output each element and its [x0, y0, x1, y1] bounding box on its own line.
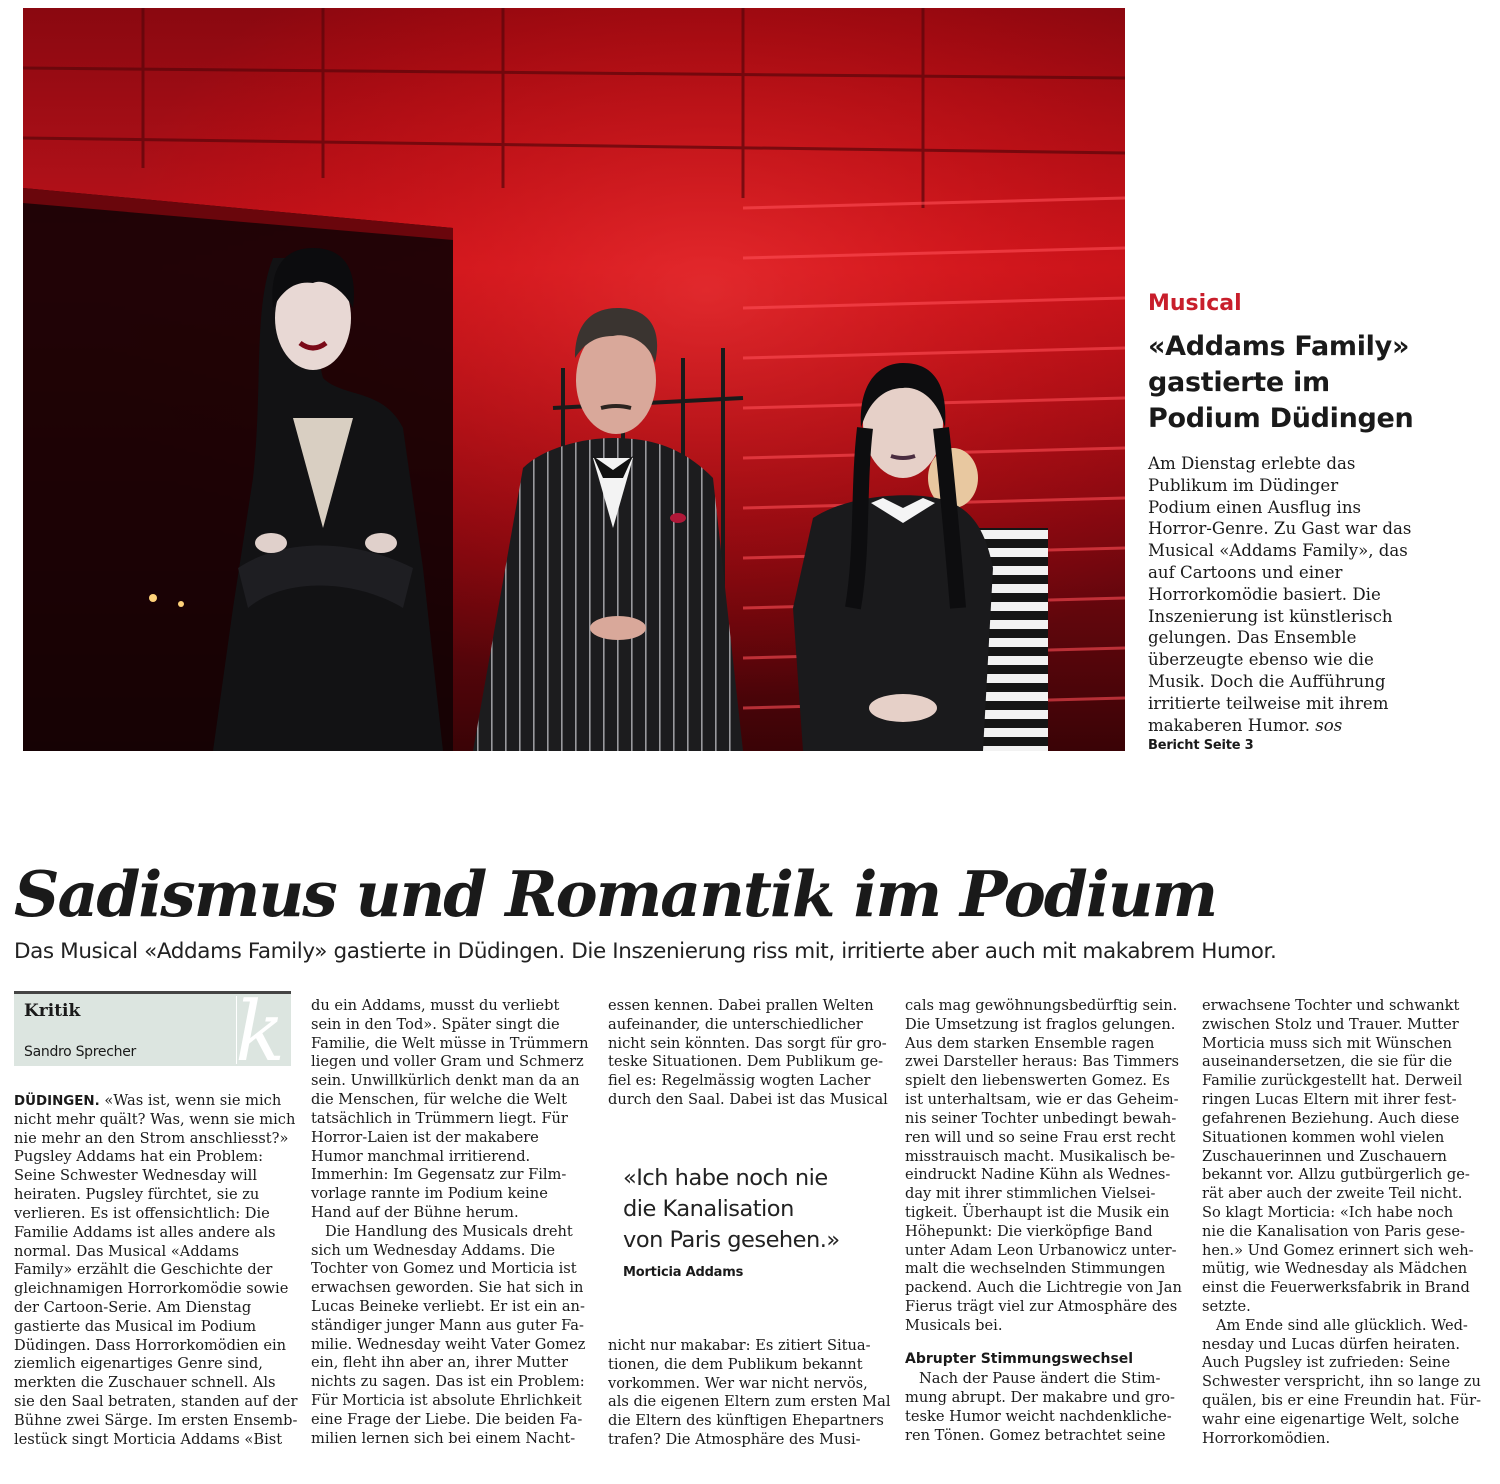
article-column-3-bottom: [608, 1337, 890, 1450]
body-line: Horrorkomödien.: [1202, 1429, 1331, 1447]
body-line: Familie, die Welt müsse in Trümmern: [311, 1034, 589, 1052]
body-line: Horror-Laien ist der makabere: [311, 1128, 539, 1146]
body-line: packend. Auch die Lichtregie von Jan: [905, 1279, 1182, 1297]
body-line: Fierus trägt viel zur Atmosphäre des: [905, 1298, 1178, 1315]
stage-photo: [23, 8, 1125, 751]
body-line: Humor manchmal irritierend.: [311, 1147, 531, 1165]
dateline: DÜDINGEN.: [14, 1094, 100, 1109]
teaser-body-line: überzeugte ebenso wie die: [1148, 650, 1374, 670]
body-line: liegen und voller Gram und Schmerz: [311, 1053, 584, 1071]
body-line: ren Tönen. Gomez betrachtet seine: [905, 1426, 1166, 1444]
body-line: sein. Unwillkürlich denkt man da an: [311, 1072, 580, 1090]
teaser-title-line: «Addams Family»: [1148, 331, 1410, 362]
body-line: milie. Wednesday weiht Vater Gomez: [311, 1335, 586, 1353]
body-line: nis seiner Tochter unbedingt bewah-: [905, 1109, 1177, 1127]
body-line: die Menschen, für welche die Welt: [311, 1091, 567, 1109]
body-line: Lucas Beineke verliebt. Er ist ein an-: [311, 1298, 585, 1315]
body-line: hen.» Und Gomez erinnert sich weh-: [1202, 1241, 1474, 1259]
body-line: vorkommen. Wer war nicht nervös,: [608, 1374, 868, 1392]
teaser-body-last-text: makaberen Humor.: [1148, 715, 1310, 735]
body-line: teske Humor weicht nachdenkliche-: [905, 1408, 1172, 1426]
body-line: Pugsley Addams hat ein Problem:: [14, 1148, 264, 1166]
body-line: ständiger junger Mann aus guter Fa-: [311, 1316, 584, 1334]
body-line: ren will und so seine Frau erst recht: [905, 1128, 1176, 1146]
body-line: cals mag gewöhnungsbedürftig sein.: [905, 997, 1178, 1014]
teaser-body-line: Publikum im Düdinger: [1148, 475, 1339, 495]
author-name: Sandro Sprecher: [24, 1044, 136, 1060]
body-line: als die eigenen Eltern zum ersten Mal: [608, 1393, 891, 1411]
body-line: Am Ende sind alle glücklich. Wed-: [1216, 1316, 1468, 1334]
body-line: eindruckt Nadine Kühn als Wednes-: [905, 1166, 1171, 1184]
body-line: heiraten. Pugsley fürchtet, sie zu: [14, 1186, 260, 1204]
body-line: trafen? Die Atmosphäre des Musi-: [608, 1431, 861, 1449]
pull-quote: [623, 1163, 873, 1280]
teaser-body: [1148, 453, 1488, 736]
body-line: Bühne zwei Särge. Im ersten Ensemb-: [14, 1411, 298, 1429]
body-line: essen kennen. Dabei prallen Welten: [608, 997, 874, 1014]
body-line: Familie Addams ist alles andere als: [14, 1223, 276, 1241]
body-line: So klagt Morticia: «Ich habe noch: [1202, 1203, 1454, 1221]
body-line: rät aber auch der zweite Teil nicht.: [1202, 1185, 1463, 1203]
body-line: ringen Lucas Eltern mit ihrer fest-: [1202, 1091, 1457, 1109]
kritik-k-logo: k: [235, 985, 285, 1080]
body-line: Family» erzählt die Geschichte der: [14, 1261, 273, 1279]
body-line: zwei Darsteller heraus: Bas Timmers: [905, 1053, 1179, 1071]
teaser-body-line: Podium einen Ausflug ins: [1148, 497, 1362, 517]
body-line: der Cartoon-Serie. Am Dienstag: [14, 1298, 252, 1316]
body-line: nie die Kanalisation von Paris gese-: [1202, 1222, 1465, 1240]
body-line: Für Morticia ist absolute Ehrlichkeit: [311, 1392, 582, 1410]
article-column-2: [311, 997, 593, 1449]
article-headline: Sadismus und Romantik im Podium: [14, 857, 1217, 931]
body-line: Schwester verspricht, ihn so lange zu: [1202, 1373, 1481, 1391]
body-line: Aus dem starken Ensemble ragen: [905, 1034, 1155, 1052]
body-line: durch den Saal. Dabei ist das Musical: [608, 1091, 888, 1109]
body-line: wahr eine eigenartige Welt, solche: [1202, 1410, 1460, 1428]
body-line: fiel es: Regelmässig wogten Lacher: [608, 1072, 871, 1090]
body-line: eine Frage der Liebe. Die beiden Fa-: [311, 1410, 583, 1428]
teaser-box: [1148, 290, 1488, 756]
body-line: malt die wechselnden Stimmungen: [905, 1260, 1166, 1278]
body-line: sie den Saal betraten, standen auf der: [14, 1393, 298, 1410]
body-line: erwachsen geworden. Sie hat sich in: [311, 1279, 584, 1297]
body-line: Morticia muss sich mit Wünschen: [1202, 1034, 1452, 1052]
body-line: [14, 1092, 296, 1111]
body-line: nicht mehr quält? Was, wenn sie mich: [14, 1110, 296, 1128]
body-line: unter Adam Leon Urbanowicz unter-: [905, 1241, 1177, 1259]
body-line: spielt den liebenswerten Gomez. Es: [905, 1072, 1170, 1090]
article-column-5: [1202, 997, 1484, 1449]
body-line: die Eltern des künftigen Ehepartners: [608, 1412, 884, 1430]
body-line-text: «Was ist, wenn sie mich: [104, 1092, 282, 1109]
body-line: merkten die Zuschauer schnell. Als: [14, 1374, 276, 1392]
body-line: lestück singt Morticia Addams «Bist: [14, 1430, 283, 1448]
pull-quote-line: die Kanalisation: [623, 1196, 794, 1222]
body-line: nicht nur makabar: Es zitiert Situa-: [608, 1337, 871, 1354]
body-line: ist unterhaltsam, wie er das Geheim-: [905, 1091, 1179, 1109]
body-line: misstrauisch macht. Musikalisch be-: [905, 1147, 1176, 1165]
body-line: mung abrupt. Der makabre und gro-: [905, 1389, 1175, 1407]
teaser-body-line: Inszenierung ist künstlerisch: [1148, 606, 1393, 626]
body-line: gleichnamigen Horrorkomödie sowie: [14, 1280, 289, 1298]
body-line: du ein Addams, musst du verliebt: [311, 997, 560, 1014]
body-line: erwachsene Tochter und schwankt: [1202, 997, 1460, 1014]
body-line: zwischen Stolz und Trauer. Mutter: [1202, 1015, 1459, 1033]
article-column-3-top: [608, 997, 890, 1110]
pull-quote-text: [623, 1163, 873, 1256]
body-line: einst die Feuerwerksfabrik in Brand: [1202, 1279, 1470, 1297]
teaser-body-line: auf Cartoons und einer: [1148, 562, 1343, 582]
body-line: tionen, die dem Publikum bekannt: [608, 1355, 863, 1373]
teaser-body-line: Am Dienstag erlebte das: [1148, 454, 1356, 473]
teaser-body-line: irritierte teilweise mit ihrem: [1148, 693, 1389, 713]
body-line: teske Situationen. Dem Publikum ge-: [608, 1053, 884, 1071]
body-line: ein, fleht ihn aber an, ihrer Mutter: [311, 1354, 569, 1372]
body-line: Seine Schwester Wednesday will: [14, 1167, 258, 1185]
body-line: Düdingen. Dass Horrorkomödien ein: [14, 1336, 287, 1354]
teaser-body-line: Horrorkomödie basiert. Die: [1148, 584, 1381, 604]
article-subheading: Abrupter Stimmungswechsel: [905, 1350, 1134, 1367]
body-line: verlieren. Es ist offensichtlich: Die: [14, 1204, 270, 1222]
body-line: Musicals bei.: [905, 1316, 1003, 1334]
pull-quote-attribution: Morticia Addams: [623, 1265, 744, 1280]
body-line: Die Umsetzung ist fraglos gelungen.: [905, 1015, 1176, 1033]
teaser-body-line: Musik. Doch die Aufführung: [1148, 671, 1386, 691]
teaser-body-line: gelungen. Das Ensemble: [1148, 628, 1357, 648]
stage-photo-illustration: [23, 8, 1125, 751]
body-line: tigkeit. Überhaupt ist die Musik ein: [905, 1203, 1170, 1221]
teaser-body-line: Musical «Addams Family», das: [1148, 541, 1408, 561]
teaser-title[interactable]: [1148, 329, 1488, 437]
body-line: nichts zu sagen. Das ist ein Problem:: [311, 1373, 585, 1391]
body-line: sein in den Tod». Später singt die: [311, 1015, 560, 1033]
pull-quote-line: von Paris gesehen.»: [623, 1227, 840, 1253]
body-line: day mit ihrer stimmlichen Vielsei-: [905, 1185, 1156, 1203]
teaser-title-line: Podium Düdingen: [1148, 403, 1414, 434]
teaser-body-line-last: [1148, 715, 1488, 737]
article-subhead: Das Musical «Addams Family» gastierte in Düdingen. Die Inszenierung riss mit, irritierte aber auch mit makabrem Humor.: [14, 939, 1277, 964]
body-line: ziemlich eigenartiges Genre sind,: [14, 1355, 263, 1373]
body-line: Zuschauerinnen und Zuschauern: [1202, 1147, 1447, 1165]
body-line: Hand auf der Bühne herum.: [311, 1203, 519, 1221]
body-line: nie mehr an den Strom anschliesst?»: [14, 1129, 289, 1147]
body-line: Auch Pugsley ist zufrieden: Seine: [1202, 1354, 1451, 1372]
body-line: normal. Das Musical «Addams: [14, 1242, 240, 1260]
body-line: mütig, wie Wednesday als Mädchen: [1202, 1260, 1468, 1278]
body-line: nesday und Lucas dürfen heiraten.: [1202, 1335, 1461, 1353]
body-line: aufeinander, die unterschiedlicher: [608, 1015, 863, 1033]
teaser-body-line: Horror-Genre. Zu Gast war das: [1148, 519, 1412, 539]
kritik-label: Kritik: [24, 1001, 81, 1021]
body-line: Nach der Pause ändert die Stim-: [919, 1370, 1161, 1388]
body-line: Die Handlung des Musicals dreht: [325, 1222, 573, 1240]
body-line: setzte.: [1202, 1298, 1251, 1315]
body-line: nicht sein könnten. Das sorgt für gro-: [608, 1034, 887, 1052]
body-line: milien lernen sich bei einem Nacht-: [311, 1429, 576, 1447]
body-line: auseinandersetzen, die sie für die: [1202, 1053, 1453, 1071]
body-line: quälen, bis er eine Freundin hat. Für-: [1202, 1392, 1482, 1410]
body-line: gefahrenen Beziehung. Auch diese: [1202, 1109, 1460, 1127]
teaser-signature: sos: [1315, 715, 1343, 735]
body-line: sich um Wednesday Addams. Die: [311, 1241, 556, 1259]
body-line: tatsächlich in Trümmern liegt. Für: [311, 1109, 568, 1127]
body-line: Höhepunkt: Die vierköpfige Band: [905, 1222, 1153, 1240]
teaser-title-line: gastierte im: [1148, 367, 1330, 398]
teaser-kicker: Musical: [1148, 291, 1242, 316]
body-line: gastierte das Musical im Podium: [14, 1317, 257, 1335]
body-line: Tochter von Gomez und Morticia ist: [311, 1260, 577, 1278]
body-line: Situationen kommen wohl vielen: [1202, 1128, 1445, 1146]
teaser-page-reference[interactable]: Bericht Seite 3: [1148, 738, 1254, 754]
kritik-box: [14, 985, 291, 1080]
pull-quote-line: «Ich habe noch nie: [623, 1165, 828, 1191]
article-column-1: [14, 1092, 296, 1449]
article-column-4: [905, 997, 1187, 1446]
body-line: bekannt vor. Allzu gutbürgerlich ge-: [1202, 1166, 1470, 1184]
body-line: vorlage rannte im Podium keine: [311, 1185, 548, 1203]
body-line: Immerhin: Im Gegensatz zur Film-: [311, 1166, 567, 1184]
body-line: Familie zurückgestellt hat. Derweil: [1202, 1072, 1463, 1090]
